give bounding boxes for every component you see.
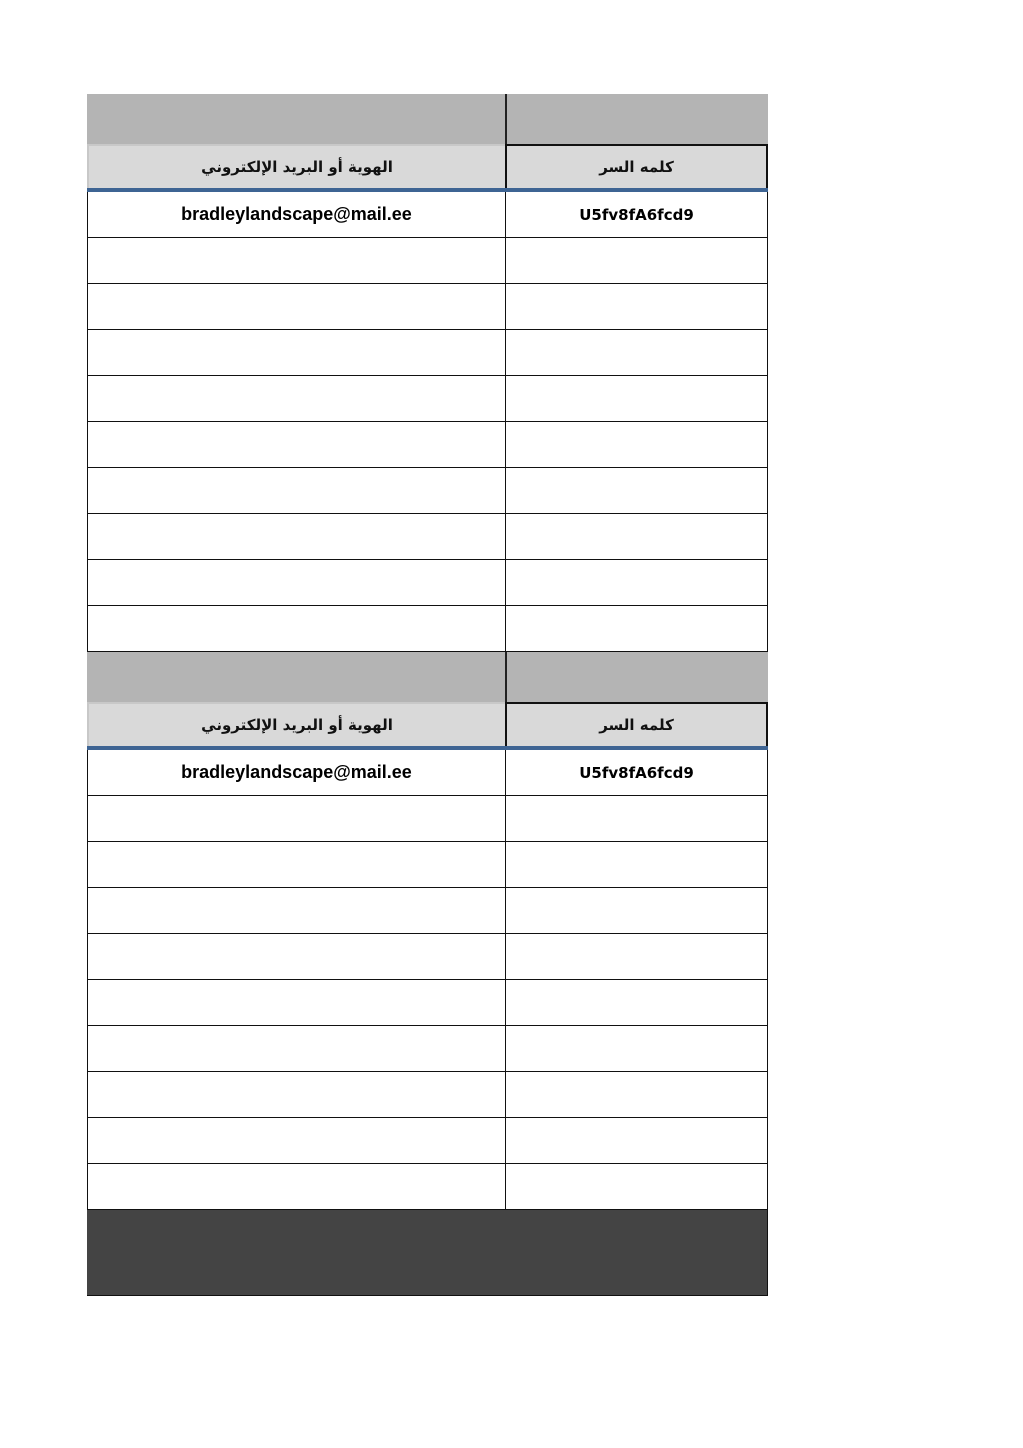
- identity-cell[interactable]: [87, 1072, 505, 1117]
- table-row: [87, 750, 768, 796]
- password-cell[interactable]: [505, 560, 768, 605]
- password-cell[interactable]: [505, 376, 768, 421]
- table-row: [87, 284, 768, 330]
- table-header-row: [87, 144, 768, 192]
- table-row: [87, 376, 768, 422]
- table-row: [87, 1164, 768, 1210]
- table-row: [87, 796, 768, 842]
- identity-cell[interactable]: [87, 842, 505, 887]
- password-cell[interactable]: [505, 514, 768, 559]
- password-cell[interactable]: U5fv8fA6fcd9: [505, 192, 768, 237]
- identity-cell[interactable]: [87, 1026, 505, 1071]
- band-cell: [505, 94, 768, 144]
- footer-band: [87, 1210, 768, 1296]
- password-cell[interactable]: [505, 422, 768, 467]
- password-cell[interactable]: [505, 468, 768, 513]
- identity-cell[interactable]: [87, 376, 505, 421]
- identity-cell[interactable]: [87, 330, 505, 375]
- table-row: [87, 330, 768, 376]
- table-row: [87, 842, 768, 888]
- table-row: [87, 1118, 768, 1164]
- password-cell[interactable]: [505, 1072, 768, 1117]
- identity-cell[interactable]: [87, 468, 505, 513]
- identity-cell[interactable]: [87, 980, 505, 1025]
- band-cell: [87, 94, 505, 144]
- password-cell[interactable]: [505, 238, 768, 283]
- password-cell[interactable]: [505, 796, 768, 841]
- password-cell[interactable]: [505, 934, 768, 979]
- table-row: [87, 422, 768, 468]
- identity-cell[interactable]: [87, 514, 505, 559]
- table-top-band: [87, 652, 768, 702]
- identity-cell[interactable]: [87, 606, 505, 651]
- password-cell[interactable]: [505, 606, 768, 651]
- identity-cell[interactable]: [87, 238, 505, 283]
- table-row: [87, 238, 768, 284]
- table-row: [87, 934, 768, 980]
- identity-cell[interactable]: [87, 284, 505, 329]
- password-cell[interactable]: [505, 888, 768, 933]
- table-header-row: [87, 702, 768, 750]
- table-row: [87, 1026, 768, 1072]
- table-row: [87, 1072, 768, 1118]
- credentials-table-1: [87, 94, 768, 652]
- identity-cell[interactable]: [87, 560, 505, 605]
- identity-column-header: الهوية أو البريد الإلكتروني: [87, 702, 505, 746]
- password-cell[interactable]: [505, 330, 768, 375]
- table-row: [87, 468, 768, 514]
- table-row: [87, 192, 768, 238]
- password-sheet: [87, 94, 768, 1296]
- identity-cell[interactable]: [87, 888, 505, 933]
- table-row: [87, 888, 768, 934]
- password-cell[interactable]: [505, 842, 768, 887]
- password-column-header: كلمه السر: [505, 702, 768, 746]
- password-cell[interactable]: [505, 284, 768, 329]
- password-cell[interactable]: [505, 1026, 768, 1071]
- identity-cell[interactable]: [87, 1118, 505, 1163]
- identity-column-header: الهوية أو البريد الإلكتروني: [87, 144, 505, 188]
- password-cell[interactable]: [505, 1118, 768, 1163]
- identity-cell[interactable]: [87, 796, 505, 841]
- identity-cell[interactable]: bradleylandscape@mail.ee: [87, 192, 505, 237]
- credentials-table-2: [87, 652, 768, 1210]
- password-cell[interactable]: [505, 1164, 768, 1209]
- table-row: [87, 980, 768, 1026]
- table-top-band: [87, 94, 768, 144]
- password-cell[interactable]: U5fv8fA6fcd9: [505, 750, 768, 795]
- identity-cell[interactable]: bradleylandscape@mail.ee: [87, 750, 505, 795]
- identity-cell[interactable]: [87, 1164, 505, 1209]
- table-row: [87, 606, 768, 652]
- identity-cell[interactable]: [87, 422, 505, 467]
- identity-cell[interactable]: [87, 934, 505, 979]
- band-cell: [87, 652, 505, 702]
- password-cell[interactable]: [505, 980, 768, 1025]
- password-column-header: كلمه السر: [505, 144, 768, 188]
- table-row: [87, 560, 768, 606]
- table-row: [87, 514, 768, 560]
- band-cell: [505, 652, 768, 702]
